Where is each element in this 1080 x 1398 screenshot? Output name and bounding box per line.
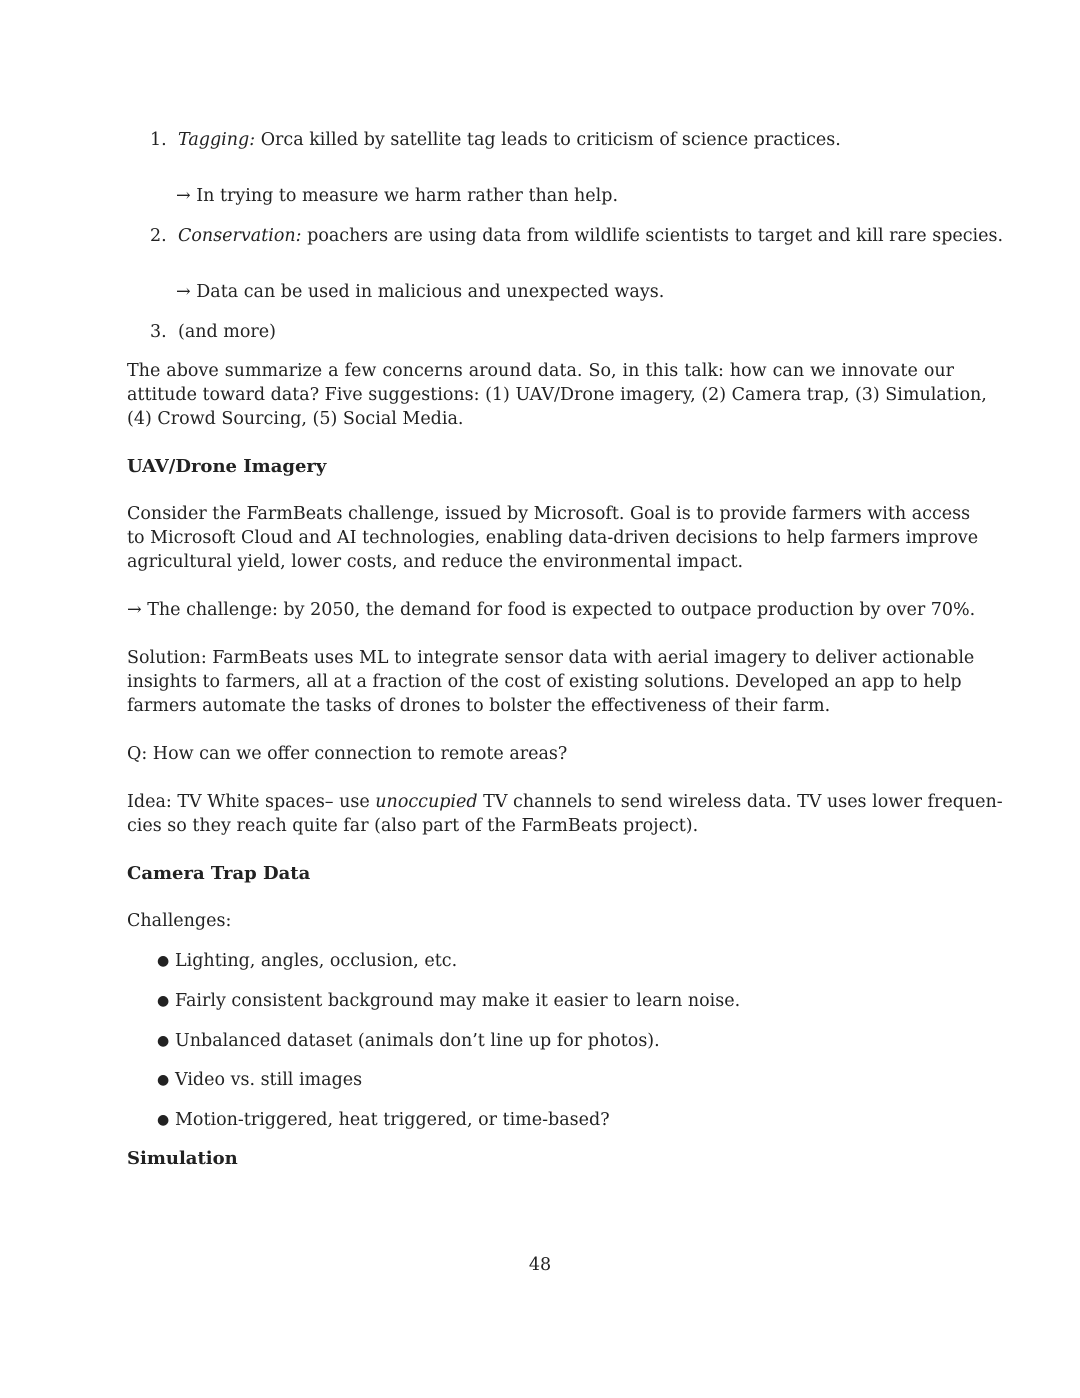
challenges-intro: Challenges: [127, 911, 232, 931]
list-item-text: Orca killed by satellite tag leads to criticism of science practices. [255, 130, 841, 150]
bullet-icon: ● [157, 1072, 170, 1088]
list-number: 1. [150, 130, 167, 150]
question-paragraph: Q: How can we offer connection to remote areas? [127, 744, 568, 764]
challenge-paragraph: → The challenge: by 2050, the demand for food is expected to outpace production by over 70%. [127, 600, 976, 620]
list-item-text: poachers are using data from wildlife scientists to target and kill rare species. [301, 226, 1004, 246]
section-heading-simulation: Simulation [127, 1148, 238, 1169]
list-item-label: Conservation: [178, 226, 302, 246]
idea-paragraph: Idea: TV White spaces– use unoccupied TV channels to send wireless data. TV uses lower frequen- cies so they reach quite far (also part of the FarmBeats project). [127, 792, 1003, 836]
list-item-text: (and more) [178, 322, 276, 342]
list-item-label: Tagging: [178, 130, 256, 150]
solution-paragraph: Solution: FarmBeats uses ML to integrate sensor data with aerial imagery to deliver actionable insights to farmers, all at a fraction of the cost of existing solutions. Developed an app to help farmers automate the tasks of drones to bolster the effectiveness of their farm. [127, 648, 975, 716]
section-heading-uav: UAV/Drone Imagery [127, 456, 327, 477]
document-page: 1. Tagging: Orca killed by satellite tag leads to criticism of science practices. → In trying to measure we harm rather than help. 2. Conservation: poachers are using data from wildlife scientists to target and kill rare species. → Data can be used in malicious and unexpected ways. 3. (and more) The above summarize a few concerns around data. So, in this talk: how can we innovate our attitude toward data? Five suggestions: (1) UAV/Drone imagery, (2) Camera trap, (3) Simulation, (4) Crowd Sourcing, (5) Social Media. UAV/Drone Imagery Consider the FarmBeats challenge, issued by Microsoft. Goal is to provide farmers with access to Microsoft Cloud and AI technologies, enabling data-driven decisions to help farmers improve agricultural yield, lower costs, and reduce the environmental impact. → The challenge: by 2050, the demand for food is expected to outpace production by over 70%. Solution: FarmBeats uses ML to integrate sensor data with aerial imagery to deliver actionable insights to farmers, all at a fraction of the cost of existing solutions. Developed an app to help farmers automate the tasks of drones to bolster the effectiveness of their farm. Q: How can we offer connection to remote areas? Idea: TV White spaces– use unoccupied TV channels to send wireless data. TV uses lower frequen- cies so they reach quite far (also part of the FarmBeats project). Camera Trap Data Challenges: ● Lighting, angles, occlusion, etc. ● Fairly consistent background may make it easier to learn noise. ● Unbalanced dataset (animals don’t line up for photos). ● Video vs. still images ● Motion-triggered, heat triggered, or time-based? Simulation 48 [0, 0, 1080, 1398]
list-number: 2. [150, 226, 167, 246]
bullet-icon: ● [157, 1033, 170, 1049]
farmbeats-paragraph: Consider the FarmBeats challenge, issued by Microsoft. Goal is to provide farmers with access to Microsoft Cloud and AI technologies, enabling data-driven decisions to help farmers improve agricultural yield, lower costs, and reduce the environmental impact. [127, 504, 979, 572]
bullet-icon: ● [157, 1112, 170, 1128]
page-number: 48 [528, 1255, 552, 1275]
intro-paragraph: The above summarize a few concerns around data. So, in this talk: how can we innovate our attitude toward data? Five suggestions: (1) UAV/Drone imagery, (2) Camera trap, (3) Simulation, (4) Crowd Sourcing, (5) Social Media. [127, 361, 987, 429]
bullet-icon: ● [157, 953, 170, 969]
emphasis-text: unoccupied [375, 792, 478, 812]
list-number: 3. [150, 322, 167, 342]
bullet-icon: ● [157, 993, 170, 1009]
section-heading-camera-trap: Camera Trap Data [127, 863, 311, 884]
